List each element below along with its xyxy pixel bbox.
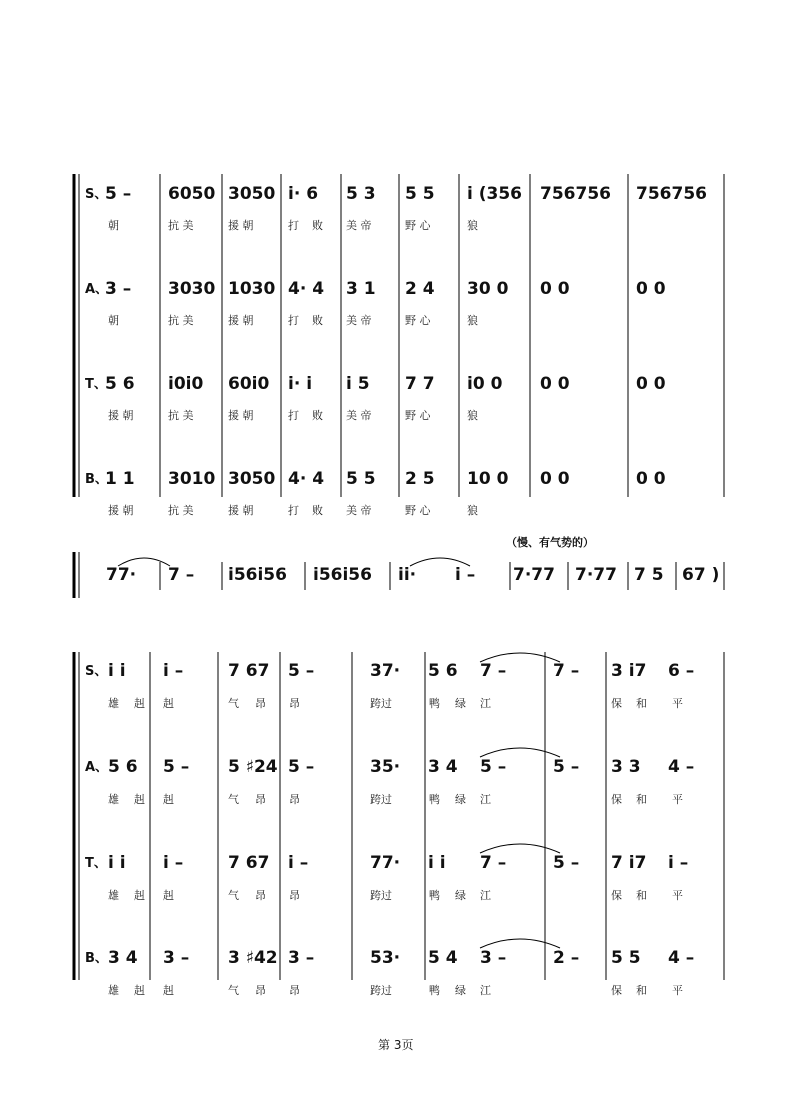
measure: 5 4 bbox=[428, 948, 458, 968]
measure: i – bbox=[455, 565, 476, 585]
lyric: 绿 bbox=[455, 984, 466, 997]
measure: 3 – bbox=[163, 948, 190, 968]
lyric: 赳 bbox=[134, 889, 145, 902]
lyric: 鸭 bbox=[429, 984, 440, 997]
measure: i56i56 bbox=[313, 565, 372, 585]
measure: 5 – bbox=[163, 757, 190, 777]
measure: 1 1 bbox=[105, 469, 135, 489]
lyric: 美 帝 bbox=[346, 314, 372, 327]
lyric: 打 bbox=[288, 314, 299, 327]
lyric: 跨过 bbox=[370, 984, 392, 997]
lyric: 雄 bbox=[108, 793, 119, 806]
part-label: S、 bbox=[85, 664, 108, 679]
measure: i – bbox=[163, 853, 184, 873]
measure: 5 5 bbox=[346, 469, 376, 489]
lyric: 援 朝 bbox=[228, 409, 254, 422]
measure: 3 4 bbox=[108, 948, 138, 968]
lyric: 气 bbox=[228, 984, 239, 997]
lyric: 赳 bbox=[163, 793, 174, 806]
lyric: 平 bbox=[672, 984, 683, 997]
lyric: 昂 bbox=[255, 889, 266, 902]
measure: 3 4 bbox=[428, 757, 458, 777]
part-label: B、 bbox=[85, 472, 108, 487]
measure: 5 ♯24 bbox=[228, 757, 278, 777]
measure: 77· bbox=[370, 853, 401, 873]
measure: 3010 bbox=[168, 469, 216, 489]
measure: 4· 4 bbox=[288, 279, 325, 299]
lyric: 气 bbox=[228, 793, 239, 806]
measure: 60i0 bbox=[228, 374, 270, 394]
measure: 5 – bbox=[105, 184, 132, 204]
lyric: 昂 bbox=[289, 984, 300, 997]
measure: 3 – bbox=[288, 948, 315, 968]
lyric: 绿 bbox=[455, 697, 466, 710]
lyric: 江 bbox=[480, 984, 491, 997]
measure: 3 – bbox=[105, 279, 132, 299]
measure: 5 3 bbox=[346, 184, 376, 204]
lyric: 雄 bbox=[108, 984, 119, 997]
measure: 3 1 bbox=[346, 279, 376, 299]
part-label: B、 bbox=[85, 951, 108, 966]
lyric: 野 心 bbox=[405, 314, 431, 327]
measure: 3 i7 bbox=[611, 661, 647, 681]
lyric: 打 bbox=[288, 409, 299, 422]
lyric: 美 帝 bbox=[346, 219, 372, 232]
measure: 77· bbox=[106, 565, 137, 585]
lyric: 打 bbox=[288, 219, 299, 232]
lyric: 野 心 bbox=[405, 219, 431, 232]
measure: 7 5 bbox=[634, 565, 664, 585]
lyric: 雄 bbox=[108, 697, 119, 710]
measure: 0 0 bbox=[636, 469, 666, 489]
slur-arc bbox=[480, 844, 560, 853]
lyric: 野 心 bbox=[405, 504, 431, 517]
part-label: T、 bbox=[85, 856, 107, 871]
lyric: 江 bbox=[480, 697, 491, 710]
measure: ii· bbox=[398, 565, 417, 585]
lyric: 援 朝 bbox=[228, 314, 254, 327]
lyric: 赳 bbox=[134, 793, 145, 806]
measure: 3 – bbox=[480, 948, 507, 968]
lyric: 狼 bbox=[467, 409, 478, 422]
measure: 4· 4 bbox=[288, 469, 325, 489]
measure: 3050 bbox=[228, 184, 276, 204]
lyric: 赳 bbox=[163, 984, 174, 997]
lyric: 保 bbox=[611, 793, 622, 806]
lyric: 赳 bbox=[163, 889, 174, 902]
measure: i0 0 bbox=[467, 374, 503, 394]
lyric: 狼 bbox=[467, 504, 478, 517]
measure: 7·77 bbox=[513, 565, 555, 585]
measure: 10 0 bbox=[467, 469, 509, 489]
lyric: 气 bbox=[228, 697, 239, 710]
measure: 2 5 bbox=[405, 469, 435, 489]
measure: i0i0 bbox=[168, 374, 204, 394]
part-label: A、 bbox=[85, 760, 109, 775]
lyric: 跨过 bbox=[370, 889, 392, 902]
slur-arc bbox=[480, 748, 560, 757]
part-label: S、 bbox=[85, 187, 108, 202]
lyric: 昂 bbox=[289, 793, 300, 806]
lyric: 美 帝 bbox=[346, 504, 372, 517]
measure: 7 – bbox=[480, 853, 507, 873]
measure: 0 0 bbox=[540, 279, 570, 299]
measure: 5 – bbox=[480, 757, 507, 777]
lyric: 保 bbox=[611, 697, 622, 710]
measure: 5 – bbox=[553, 757, 580, 777]
measure: 67 ) bbox=[682, 565, 720, 585]
measure: 3 ♯42 bbox=[228, 948, 278, 968]
lyric: 平 bbox=[672, 793, 683, 806]
lyric: 跨过 bbox=[370, 793, 392, 806]
lyric: 江 bbox=[480, 793, 491, 806]
lyric: 败 bbox=[312, 409, 323, 422]
lyric: 昂 bbox=[289, 889, 300, 902]
lyric: 败 bbox=[312, 504, 323, 517]
measure: 6050 bbox=[168, 184, 216, 204]
measure: 4 – bbox=[668, 948, 695, 968]
measure: 7·77 bbox=[575, 565, 617, 585]
lyric: 赳 bbox=[134, 697, 145, 710]
measure: 756756 bbox=[540, 184, 611, 204]
lyric: 江 bbox=[480, 889, 491, 902]
lyric: 平 bbox=[672, 697, 683, 710]
measure: 7 67 bbox=[228, 853, 270, 873]
measure: i (356 bbox=[467, 184, 523, 204]
lyric: 赳 bbox=[134, 984, 145, 997]
measure: i – bbox=[288, 853, 309, 873]
lyric: 败 bbox=[312, 314, 323, 327]
lyric: 打 bbox=[288, 504, 299, 517]
measure: i i bbox=[428, 853, 446, 873]
lyric: 赳 bbox=[163, 697, 174, 710]
measure: 3030 bbox=[168, 279, 216, 299]
lyric: 跨过 bbox=[370, 697, 392, 710]
measure: 5 6 bbox=[428, 661, 458, 681]
measure: 0 0 bbox=[636, 374, 666, 394]
slur-arc bbox=[480, 939, 560, 948]
measure: 5 6 bbox=[108, 757, 138, 777]
measure: i 5 bbox=[346, 374, 370, 394]
lyric: 昂 bbox=[255, 697, 266, 710]
measure: 30 0 bbox=[467, 279, 509, 299]
lyric: 抗 美 bbox=[168, 409, 194, 422]
lyric: 援 朝 bbox=[228, 219, 254, 232]
lyric: 鸭 bbox=[429, 793, 440, 806]
page-number: 第 3页 bbox=[378, 1038, 414, 1052]
lyric: 保 bbox=[611, 889, 622, 902]
lyric: 援 朝 bbox=[228, 504, 254, 517]
measure: i56i56 bbox=[228, 565, 287, 585]
measure: i i bbox=[108, 661, 126, 681]
measure: 5 – bbox=[553, 853, 580, 873]
measure: 35· bbox=[370, 757, 401, 777]
measure: 0 0 bbox=[636, 279, 666, 299]
lyric: 昂 bbox=[255, 984, 266, 997]
measure: i – bbox=[668, 853, 689, 873]
measure: i i bbox=[108, 853, 126, 873]
lyric: 雄 bbox=[108, 889, 119, 902]
lyric: 抗 美 bbox=[168, 314, 194, 327]
lyric: 和 bbox=[636, 793, 647, 806]
lyric: 绿 bbox=[455, 793, 466, 806]
lyric: 昂 bbox=[289, 697, 300, 710]
measure: 756756 bbox=[636, 184, 707, 204]
measure: 5 5 bbox=[405, 184, 435, 204]
lyric: 狼 bbox=[467, 219, 478, 232]
measure: 5 6 bbox=[105, 374, 135, 394]
lyric: 援 朝 bbox=[108, 504, 134, 517]
measure: 7 i7 bbox=[611, 853, 647, 873]
measure: 5 – bbox=[288, 757, 315, 777]
measure: 3050 bbox=[228, 469, 276, 489]
measure: 53· bbox=[370, 948, 401, 968]
lyric: 朝 bbox=[108, 219, 119, 232]
measure: 0 0 bbox=[540, 469, 570, 489]
measure: 7 67 bbox=[228, 661, 270, 681]
lyric: 绿 bbox=[455, 889, 466, 902]
measure: 3 3 bbox=[611, 757, 641, 777]
lyric: 和 bbox=[636, 889, 647, 902]
lyric: 抗 美 bbox=[168, 504, 194, 517]
measure: i· 6 bbox=[288, 184, 319, 204]
measure: 2 – bbox=[553, 948, 580, 968]
measure: 7 – bbox=[553, 661, 580, 681]
lyric: 保 bbox=[611, 984, 622, 997]
measure: i – bbox=[163, 661, 184, 681]
measure: 5 – bbox=[288, 661, 315, 681]
measure: 7 7 bbox=[405, 374, 435, 394]
measure: 7 – bbox=[480, 661, 507, 681]
lyric: 抗 美 bbox=[168, 219, 194, 232]
measure: 4 – bbox=[668, 757, 695, 777]
lyric: 鸭 bbox=[429, 889, 440, 902]
lyric: 野 心 bbox=[405, 409, 431, 422]
lyric: 援 朝 bbox=[108, 409, 134, 422]
measure: 37· bbox=[370, 661, 401, 681]
lyric: 和 bbox=[636, 697, 647, 710]
lyric: 昂 bbox=[255, 793, 266, 806]
part-label: A、 bbox=[85, 282, 109, 297]
lyric: 败 bbox=[312, 219, 323, 232]
tempo-mark: （慢、有气势的） bbox=[506, 536, 594, 549]
lyric: 气 bbox=[228, 889, 239, 902]
lyric: 平 bbox=[672, 889, 683, 902]
lyric: 鸭 bbox=[429, 697, 440, 710]
lyric: 狼 bbox=[467, 314, 478, 327]
measure: i· i bbox=[288, 374, 313, 394]
measure: 5 5 bbox=[611, 948, 641, 968]
lyric: 和 bbox=[636, 984, 647, 997]
part-label: T、 bbox=[85, 377, 107, 392]
measure: 1030 bbox=[228, 279, 276, 299]
lyric: 朝 bbox=[108, 314, 119, 327]
lyric: 美 帝 bbox=[346, 409, 372, 422]
measure: 7 – bbox=[168, 565, 195, 585]
measure: 2 4 bbox=[405, 279, 435, 299]
measure: 0 0 bbox=[540, 374, 570, 394]
measure: 6 – bbox=[668, 661, 695, 681]
